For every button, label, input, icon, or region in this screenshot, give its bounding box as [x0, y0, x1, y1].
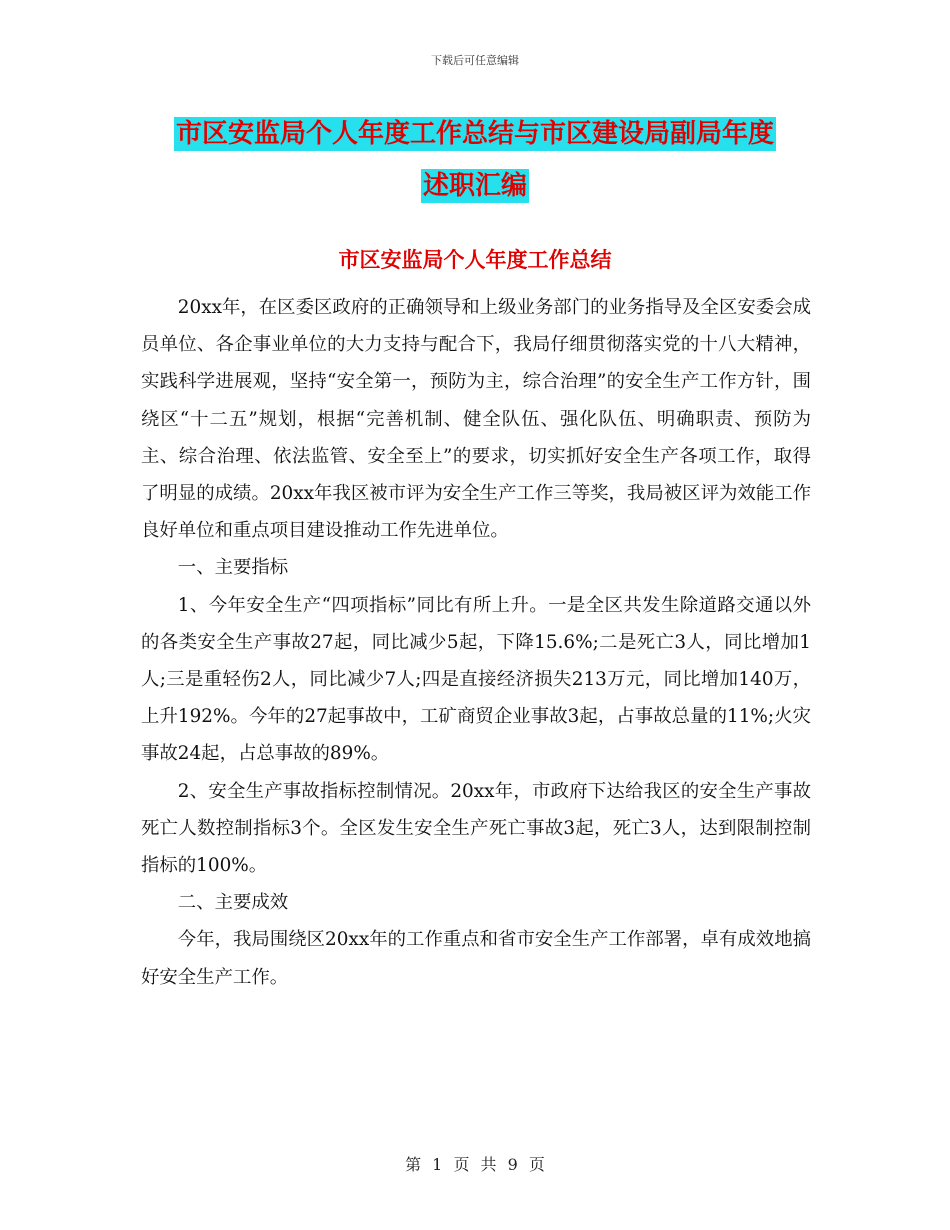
- paragraph-intro: 20xx年，在区委区政府的正确领导和上级业务部门的业务指导及全区安委会成员单位、各企事业单位的大力支持与配合下，我局仔细贯彻落实党的十八大精神，实践科学进展观，坚持“安全第一，预防为主，综合治理”的安全生产工作方针，围绕区“十二五”规划，根据“完善机制、健全队伍、强化队伍、明确职责、预防为主、综合治理、依法监管、安全至上”的要求，切实抓好安全生产各项工作，取得了明显的成绩。20xx年我区被市评为安全生产工作三等奖，我局被区评为效能工作良好单位和重点项目建设推动工作先进单位。: [141, 297, 811, 542]
- page-header-note: 下载后可任意编辑: [431, 54, 519, 67]
- paragraph-indicator-1: 1、今年安全生产“四项指标”同比有所上升。一是全区共发生除道路交通以外的各类安全生产事故27起，同比减少5起，下降15.6%;二是死亡3人，同比增加1人;三是重轻伤2人，同比减少7人;四是直接经济损失213万元，同比增加140万，上升192%。今年的27起事故中，工矿商贸企业事故3起，占事故总量的11%;火灾事故24起，占总事故的89%。: [141, 594, 811, 765]
- paragraph-indicator-2: 2、安全生产事故指标控制情况。20xx年，市政府下达给我区的安全生产事故死亡人数控制指标3个。全区发生安全生产死亡事故3起，死亡3人，达到限制控制指标的100%。: [141, 780, 811, 877]
- paragraph-results: 今年，我局围绕区20xx年的工作重点和省市安全生产工作部署，卓有成效地搞好安全生产工作。: [141, 929, 811, 988]
- document-title-line2: 述职汇编: [422, 171, 527, 201]
- document-title-line1: 市区安监局个人年度工作总结与市区建设局副局年度: [175, 119, 774, 149]
- page-footer: 第 1 页 共 9 页: [405, 1155, 545, 1174]
- heading-main-indicators: 一、主要指标: [177, 557, 289, 579]
- section-title: 市区安监局个人年度工作总结: [338, 248, 612, 272]
- heading-main-results: 二、主要成效: [177, 892, 289, 914]
- document-title: [140, 108, 810, 212]
- document-body: [141, 289, 811, 996]
